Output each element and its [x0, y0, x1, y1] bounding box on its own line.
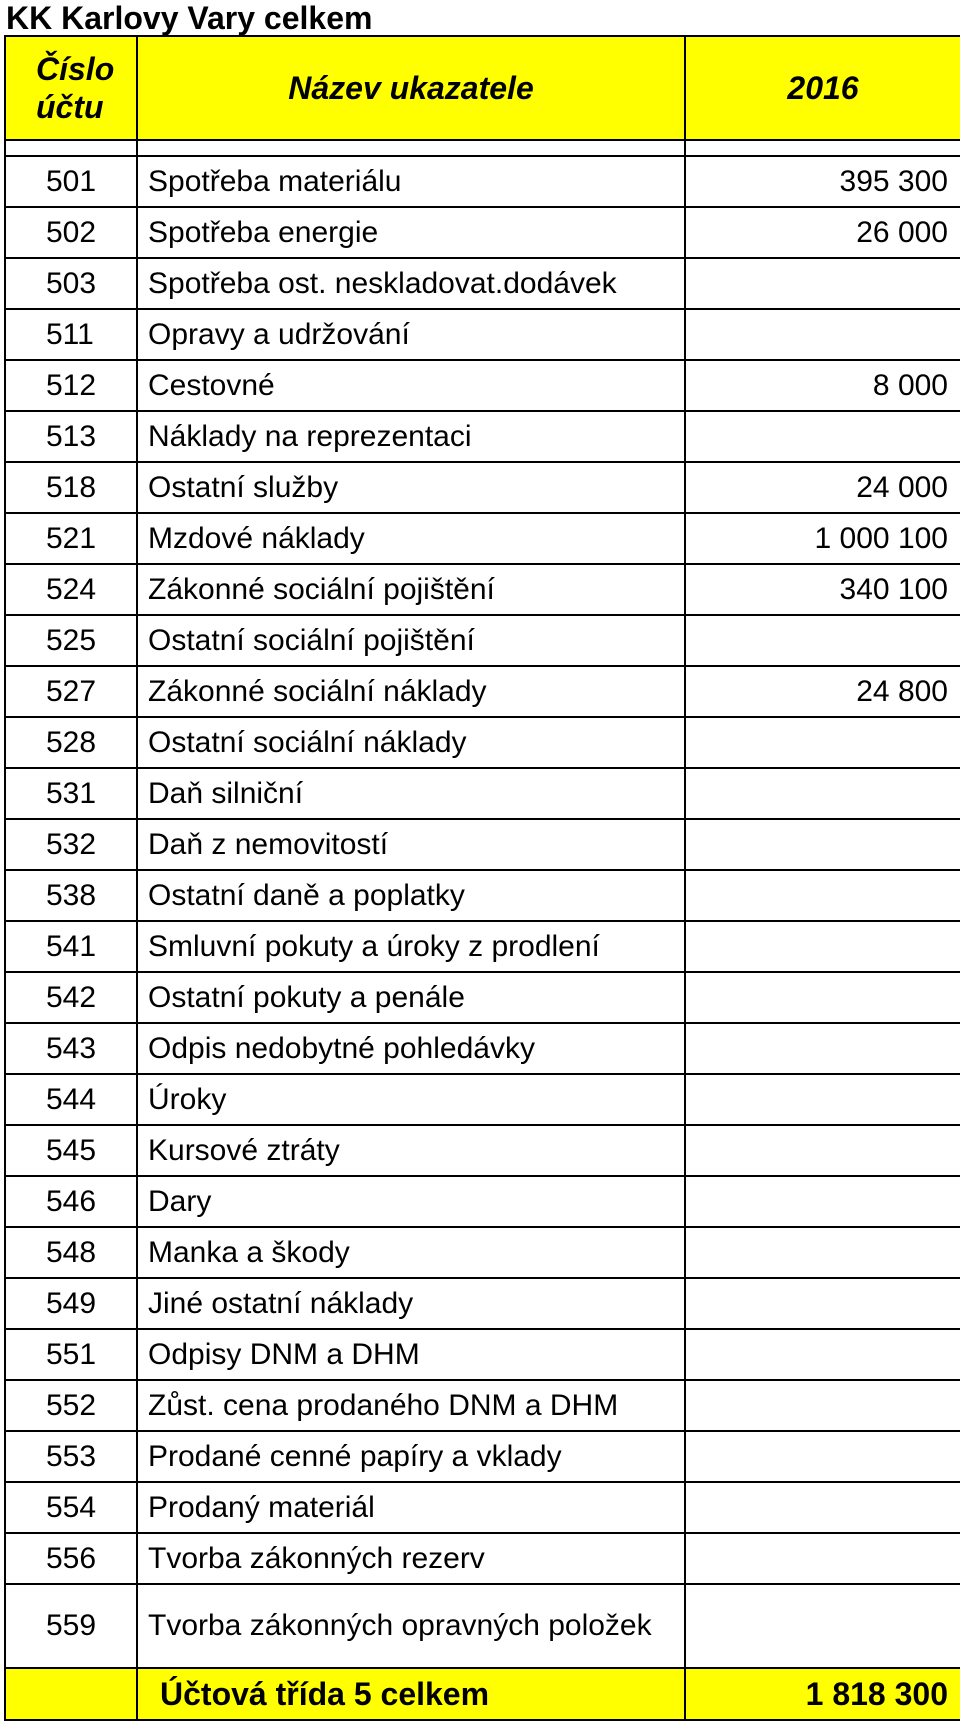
total-value: 1 818 300	[685, 1668, 960, 1720]
table-header-row	[5, 36, 960, 140]
value-2016	[685, 1431, 960, 1482]
table-row	[5, 870, 960, 921]
indicator-name: Prodaný materiál	[137, 1482, 685, 1533]
value-2016: 24 000	[685, 462, 960, 513]
account-number: 524	[5, 564, 137, 615]
indicator-name: Prodané cenné papíry a vklady	[137, 1431, 685, 1482]
table-row	[5, 462, 960, 513]
header-account-number-line1: Číslo	[36, 51, 115, 87]
table-row	[5, 1431, 960, 1482]
table-row	[5, 1125, 960, 1176]
indicator-name: Úroky	[137, 1074, 685, 1125]
table-row	[5, 207, 960, 258]
account-number: 556	[5, 1533, 137, 1584]
value-2016	[685, 768, 960, 819]
account-number: 511	[5, 309, 137, 360]
indicator-name: Daň silniční	[137, 768, 685, 819]
indicator-name: Spotřeba energie	[137, 207, 685, 258]
indicator-name: Spotřeba materiálu	[137, 156, 685, 207]
account-number: 525	[5, 615, 137, 666]
account-number: 549	[5, 1278, 137, 1329]
account-number: 542	[5, 972, 137, 1023]
indicator-name: Ostatní sociální náklady	[137, 717, 685, 768]
table-row	[5, 1074, 960, 1125]
total-label: Účtová třída 5 celkem	[137, 1668, 685, 1720]
table-row	[5, 1278, 960, 1329]
table-row	[5, 513, 960, 564]
table-row	[5, 1227, 960, 1278]
indicator-name: Kursové ztráty	[137, 1125, 685, 1176]
account-number: 548	[5, 1227, 137, 1278]
value-2016	[685, 972, 960, 1023]
value-2016: 395 300	[685, 156, 960, 207]
indicator-name: Odpisy DNM a DHM	[137, 1329, 685, 1380]
account-number: 501	[5, 156, 137, 207]
spacer-cell	[5, 140, 137, 156]
value-2016	[685, 1329, 960, 1380]
account-number: 546	[5, 1176, 137, 1227]
cost-table	[4, 35, 960, 1721]
value-2016	[685, 1176, 960, 1227]
value-2016	[685, 1125, 960, 1176]
account-number: 512	[5, 360, 137, 411]
value-2016	[685, 717, 960, 768]
account-number: 543	[5, 1023, 137, 1074]
value-2016	[685, 615, 960, 666]
table-row	[5, 615, 960, 666]
indicator-name: Cestovné	[137, 360, 685, 411]
table-row	[5, 768, 960, 819]
account-number: 513	[5, 411, 137, 462]
table-row	[5, 1584, 960, 1668]
indicator-name: Zákonné sociální pojištění	[137, 564, 685, 615]
account-number: 518	[5, 462, 137, 513]
table-row	[5, 156, 960, 207]
account-number: 531	[5, 768, 137, 819]
header-account-number-line2: účtu	[36, 89, 104, 125]
account-number: 538	[5, 870, 137, 921]
value-2016	[685, 1533, 960, 1584]
account-number: 554	[5, 1482, 137, 1533]
value-2016	[685, 1074, 960, 1125]
indicator-name: Zákonné sociální náklady	[137, 666, 685, 717]
value-2016: 340 100	[685, 564, 960, 615]
table-row	[5, 309, 960, 360]
header-indicator-name: Název ukazatele	[137, 36, 685, 140]
account-number: 532	[5, 819, 137, 870]
indicator-name: Daň z nemovitostí	[137, 819, 685, 870]
account-number: 528	[5, 717, 137, 768]
table-row	[5, 1329, 960, 1380]
indicator-name: Smluvní pokuty a úroky z prodlení	[137, 921, 685, 972]
value-2016	[685, 1023, 960, 1074]
value-2016	[685, 1482, 960, 1533]
spacer-row	[5, 140, 960, 156]
account-number: 521	[5, 513, 137, 564]
table-row	[5, 921, 960, 972]
table-row	[5, 717, 960, 768]
value-2016	[685, 921, 960, 972]
value-2016	[685, 258, 960, 309]
indicator-name: Dary	[137, 1176, 685, 1227]
total-row	[5, 1668, 960, 1720]
spacer-cell	[685, 140, 960, 156]
table-row	[5, 1482, 960, 1533]
page-title: KK Karlovy Vary celkem	[6, 0, 373, 36]
value-2016	[685, 411, 960, 462]
indicator-name: Opravy a udržování	[137, 309, 685, 360]
indicator-name: Tvorba zákonných rezerv	[137, 1533, 685, 1584]
value-2016: 8 000	[685, 360, 960, 411]
value-2016: 26 000	[685, 207, 960, 258]
indicator-name: Tvorba zákonných opravných položek	[137, 1584, 685, 1668]
account-number: 502	[5, 207, 137, 258]
value-2016	[685, 819, 960, 870]
value-2016	[685, 309, 960, 360]
indicator-name: Jiné ostatní náklady	[137, 1278, 685, 1329]
value-2016: 1 000 100	[685, 513, 960, 564]
table-row	[5, 666, 960, 717]
indicator-name: Ostatní pokuty a penále	[137, 972, 685, 1023]
header-year: 2016	[685, 36, 960, 140]
value-2016: 24 800	[685, 666, 960, 717]
indicator-name: Odpis nedobytné pohledávky	[137, 1023, 685, 1074]
account-number: 559	[5, 1584, 137, 1668]
value-2016	[685, 1584, 960, 1668]
table-row	[5, 1533, 960, 1584]
total-number-cell	[5, 1668, 137, 1720]
table-row	[5, 972, 960, 1023]
table-row	[5, 411, 960, 462]
table-row	[5, 819, 960, 870]
account-number: 544	[5, 1074, 137, 1125]
value-2016	[685, 1227, 960, 1278]
account-number: 541	[5, 921, 137, 972]
value-2016	[685, 1278, 960, 1329]
indicator-name: Manka a škody	[137, 1227, 685, 1278]
spacer-cell	[137, 140, 685, 156]
account-number: 503	[5, 258, 137, 309]
account-number: 551	[5, 1329, 137, 1380]
indicator-name: Zůst. cena prodaného DNM a DHM	[137, 1380, 685, 1431]
table-row	[5, 1023, 960, 1074]
account-number: 552	[5, 1380, 137, 1431]
indicator-name: Ostatní sociální pojištění	[137, 615, 685, 666]
value-2016	[685, 870, 960, 921]
indicator-name: Mzdové náklady	[137, 513, 685, 564]
indicator-name: Ostatní daně a poplatky	[137, 870, 685, 921]
value-2016	[685, 1380, 960, 1431]
indicator-name: Spotřeba ost. neskladovat.dodávek	[137, 258, 685, 309]
table-row	[5, 258, 960, 309]
table-row	[5, 564, 960, 615]
account-number: 553	[5, 1431, 137, 1482]
table-row	[5, 1176, 960, 1227]
table-row	[5, 360, 960, 411]
account-number: 527	[5, 666, 137, 717]
indicator-name: Ostatní služby	[137, 462, 685, 513]
table-row	[5, 1380, 960, 1431]
indicator-name: Náklady na reprezentaci	[137, 411, 685, 462]
header-account-number	[5, 36, 137, 140]
account-number: 545	[5, 1125, 137, 1176]
